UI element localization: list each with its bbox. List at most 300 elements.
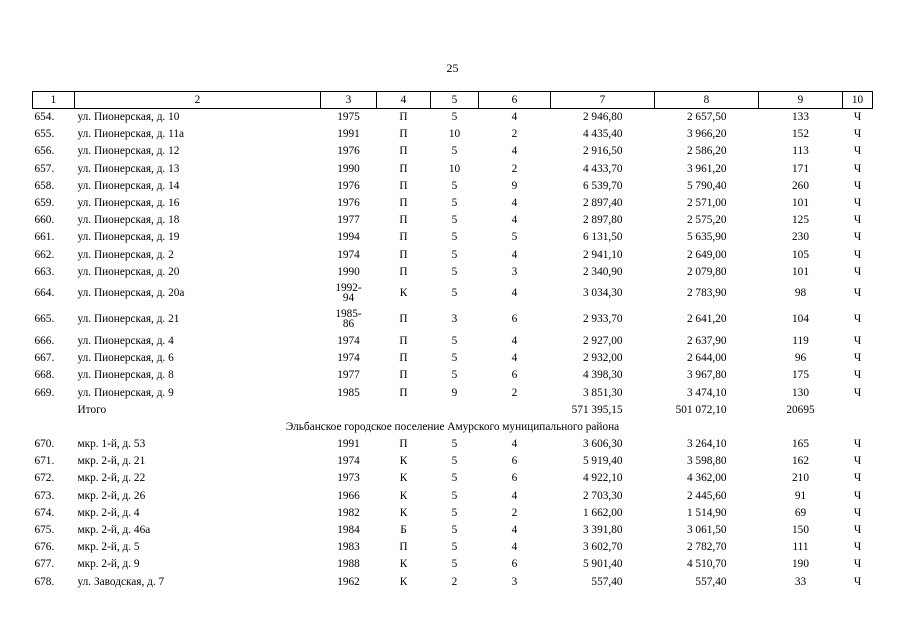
year-cell: 1994 [337, 231, 360, 244]
residents-cell: 98 [794, 287, 807, 300]
entrances-cell: 4 [511, 438, 518, 451]
year-cell: 1991 [337, 438, 360, 451]
total-area-cell: 2 916,50 [582, 145, 623, 158]
wall-material-cell: Б [400, 524, 407, 537]
wall-material-cell: П [399, 162, 408, 175]
housing-registry-table [32, 91, 873, 591]
address-cell: мкр. 2-й, д. 22 [77, 472, 146, 485]
entrances-cell: 2 [511, 128, 518, 141]
row-number: 671. [34, 455, 55, 468]
wall-material-cell: П [399, 541, 408, 554]
row-number: 654. [34, 111, 55, 124]
wall-material-cell: П [399, 111, 408, 124]
status-cell: Ч [853, 111, 862, 124]
status-cell: Ч [853, 524, 862, 537]
table-row [33, 126, 873, 143]
year-cell: 1974 [337, 248, 360, 261]
floors-cell: 5 [451, 506, 458, 519]
row-number: 673. [34, 489, 55, 502]
total-label: Итого [77, 403, 107, 416]
floors-cell: 9 [451, 386, 458, 399]
address-cell: ул. Пионерская, д. 8 [77, 369, 174, 382]
status-cell: Ч [853, 214, 862, 227]
residents-cell: 91 [794, 489, 807, 502]
column-header: 1 [33, 92, 75, 109]
entrances-cell: 4 [511, 489, 518, 502]
wall-material-cell: П [399, 352, 408, 365]
floors-cell: 5 [451, 334, 458, 347]
total-area-cell: 3 851,30 [582, 386, 623, 399]
floors-cell: 5 [451, 455, 458, 468]
total-area-cell: 2 946,80 [582, 111, 623, 124]
floors-cell: 5 [451, 472, 458, 485]
living-area-cell: 3 474,10 [686, 386, 727, 399]
address-cell: мкр. 2-й, д. 26 [77, 489, 146, 502]
residents-cell: 230 [792, 231, 809, 244]
table-row [33, 384, 873, 401]
row-number: 663. [34, 265, 55, 278]
entrances-cell: 4 [511, 524, 518, 537]
year-cell: 1974 [337, 352, 360, 365]
total-area-cell: 4 922,10 [582, 472, 623, 485]
living-area-sum: 501 072,10 [675, 403, 727, 416]
residents-cell: 190 [792, 558, 809, 571]
residents-cell: 96 [794, 352, 807, 365]
residents-cell: 111 [792, 541, 809, 554]
total-area-cell: 3 391,80 [582, 524, 623, 537]
year-cell: 1975 [337, 111, 360, 124]
address-cell: ул. Пионерская, д. 14 [77, 179, 180, 192]
wall-material-cell: П [399, 248, 408, 261]
table-row [33, 556, 873, 573]
total-area-cell: 2 932,00 [582, 352, 623, 365]
living-area-cell: 2 445,60 [686, 489, 727, 502]
row-number: 661. [34, 231, 55, 244]
table-header [33, 92, 873, 109]
wall-material-cell: П [399, 231, 408, 244]
table-row [33, 161, 873, 178]
entrances-cell: 4 [511, 197, 518, 210]
entrances-cell: 4 [511, 334, 518, 347]
status-cell: Ч [853, 541, 862, 554]
year-cell: 1974 [337, 334, 360, 347]
row-number: 658. [34, 179, 55, 192]
row-number: 655. [34, 128, 55, 141]
living-area-cell: 2 079,80 [686, 265, 727, 278]
address-cell: ул. Пионерская, д. 12 [77, 145, 180, 158]
status-cell: Ч [853, 575, 862, 588]
status-cell: Ч [853, 287, 862, 300]
year-cell: 1985 [337, 386, 360, 399]
year-cell: 1990 [337, 265, 360, 278]
entrances-cell: 2 [511, 162, 518, 175]
year-cell: 1977 [337, 369, 360, 382]
residents-cell: 165 [792, 438, 809, 451]
year-cell [321, 281, 377, 307]
year-cell: 1983 [337, 541, 360, 554]
total-area-cell: 4 433,70 [582, 162, 623, 175]
address-cell: ул. Пионерская, д. 19 [77, 231, 180, 244]
table-row [33, 539, 873, 556]
floors-cell: 5 [451, 265, 458, 278]
row-number: 667. [34, 352, 55, 365]
wall-material-cell: К [399, 287, 408, 300]
row-number: 677. [34, 558, 55, 571]
floors-cell: 5 [451, 489, 458, 502]
status-cell: Ч [853, 334, 862, 347]
total-area-cell: 557,40 [591, 575, 623, 588]
floors-cell: 5 [451, 352, 458, 365]
year-cell: 1991 [337, 128, 360, 141]
residents-sum: 20695 [786, 403, 815, 416]
wall-material-cell: К [399, 472, 408, 485]
table-row [33, 178, 873, 195]
row-number: 676. [34, 541, 55, 554]
row-number: 665. [34, 313, 55, 326]
entrances-cell: 4 [511, 287, 518, 300]
entrances-cell: 6 [511, 558, 518, 571]
address-cell: ул. Пионерская, д. 20 [77, 265, 180, 278]
residents-cell: 133 [792, 111, 809, 124]
living-area-cell: 2 782,70 [686, 541, 727, 554]
total-area-cell: 2 897,40 [582, 197, 623, 210]
entrances-cell: 4 [511, 214, 518, 227]
living-area-cell: 2 649,00 [686, 248, 727, 261]
living-area-cell: 2 571,00 [686, 197, 727, 210]
entrances-cell: 4 [511, 248, 518, 261]
entrances-cell: 4 [511, 352, 518, 365]
status-cell: Ч [853, 231, 862, 244]
living-area-cell: 3 966,20 [686, 128, 727, 141]
status-cell: Ч [853, 179, 862, 192]
total-area-cell: 6 131,50 [582, 231, 623, 244]
row-number: 666. [34, 334, 55, 347]
total-area-cell: 5 901,40 [582, 558, 623, 571]
residents-cell: 113 [792, 145, 809, 158]
total-area-cell: 5 919,40 [582, 455, 623, 468]
status-cell: Ч [853, 313, 862, 326]
floors-cell: 5 [451, 369, 458, 382]
total-area-cell: 2 340,90 [582, 265, 623, 278]
address-cell: мкр. 2-й, д. 9 [77, 558, 140, 571]
residents-cell: 105 [792, 248, 809, 261]
row-number: 672. [34, 472, 55, 485]
section-row [33, 419, 873, 436]
column-header: 6 [479, 92, 551, 109]
floors-cell: 5 [451, 197, 458, 210]
row-number: 675. [34, 524, 55, 537]
residents-cell: 125 [792, 214, 809, 227]
living-area-cell: 557,40 [695, 575, 727, 588]
year-cell: 1990 [337, 162, 360, 175]
row-number: 669. [34, 386, 55, 399]
wall-material-cell: П [399, 128, 408, 141]
floors-cell: 2 [451, 575, 458, 588]
table-row [33, 307, 873, 333]
address-cell: ул. Пионерская, д. 10 [77, 111, 180, 124]
floors-cell: 5 [451, 214, 458, 227]
row-number: 657. [34, 162, 55, 175]
table-row [33, 143, 873, 160]
living-area-cell: 3 967,80 [686, 369, 727, 382]
year-range: 1992- 94 [335, 282, 362, 305]
total-area-cell: 4 435,40 [582, 128, 623, 141]
column-number-row [33, 92, 873, 109]
floors-cell: 5 [451, 231, 458, 244]
address-cell: мкр. 2-й, д. 5 [77, 541, 140, 554]
entrances-cell: 2 [511, 506, 518, 519]
total-area-sum: 571 395,15 [571, 403, 623, 416]
address-cell: ул. Пионерская, д. 13 [77, 162, 180, 175]
living-area-cell: 3 264,10 [686, 438, 727, 451]
entrances-cell: 9 [511, 179, 518, 192]
living-area-cell: 3 598,80 [686, 455, 727, 468]
column-header: 8 [655, 92, 759, 109]
total-area-cell: 2 933,70 [582, 313, 623, 326]
year-range: 1985- 86 [335, 308, 362, 331]
wall-material-cell: П [399, 197, 408, 210]
residents-cell: 69 [794, 506, 807, 519]
total-area-cell: 2 897,80 [582, 214, 623, 227]
floors-cell: 5 [451, 541, 458, 554]
table-row [33, 488, 873, 505]
wall-material-cell: П [399, 334, 408, 347]
address-cell: ул. Пионерская, д. 16 [77, 197, 180, 210]
wall-material-cell: П [399, 386, 408, 399]
total-area-cell: 6 539,70 [582, 179, 623, 192]
empty-cell [431, 402, 479, 419]
table-row [33, 436, 873, 453]
entrances-cell: 3 [511, 575, 518, 588]
residents-cell: 171 [792, 162, 809, 175]
column-header: 2 [75, 92, 321, 109]
status-cell: Ч [853, 438, 862, 451]
empty-cell [377, 402, 431, 419]
wall-material-cell: П [399, 313, 408, 326]
address-cell: ул. Пионерская, д. 11а [77, 128, 184, 141]
column-header: 10 [843, 92, 873, 109]
entrances-cell: 3 [511, 265, 518, 278]
entrances-cell: 6 [511, 455, 518, 468]
year-cell: 1962 [337, 575, 360, 588]
address-cell: ул. Пионерская, д. 18 [77, 214, 180, 227]
floors-cell: 10 [448, 162, 461, 175]
residents-cell: 104 [792, 313, 809, 326]
status-cell: Ч [853, 352, 862, 365]
living-area-cell: 4 510,70 [686, 558, 727, 571]
floors-cell: 3 [451, 313, 458, 326]
table-row [33, 574, 873, 591]
living-area-cell: 2 644,00 [686, 352, 727, 365]
section-title: Эльбанское городское поселение Амурского муниципального района [285, 420, 620, 433]
living-area-cell: 4 362,00 [686, 472, 727, 485]
table-row [33, 333, 873, 350]
entrances-cell: 2 [511, 386, 518, 399]
column-header: 7 [551, 92, 655, 109]
row-number: 664. [34, 287, 55, 300]
address-cell: ул. Пионерская, д. 21 [77, 313, 180, 326]
total-row [33, 402, 873, 419]
total-area-cell: 2 703,30 [582, 489, 623, 502]
entrances-cell: 4 [511, 145, 518, 158]
year-cell [321, 307, 377, 333]
residents-cell: 260 [792, 179, 809, 192]
living-area-cell: 2 783,90 [686, 287, 727, 300]
entrances-cell: 5 [511, 231, 518, 244]
status-cell: Ч [853, 506, 862, 519]
residents-cell: 119 [792, 334, 809, 347]
table-row [33, 264, 873, 281]
empty-cell [843, 402, 873, 419]
table-row [33, 247, 873, 264]
floors-cell: 5 [451, 558, 458, 571]
column-header: 4 [377, 92, 431, 109]
row-number: 656. [34, 145, 55, 158]
page-number: 25 [446, 61, 459, 75]
table-row [33, 522, 873, 539]
year-cell: 1976 [337, 197, 360, 210]
wall-material-cell: К [399, 506, 408, 519]
entrances-cell: 6 [511, 313, 518, 326]
living-area-cell: 2 586,20 [686, 145, 727, 158]
row-number: 674. [34, 506, 55, 519]
table-row [33, 195, 873, 212]
floors-cell: 5 [451, 111, 458, 124]
wall-material-cell: П [399, 265, 408, 278]
table-body [33, 109, 873, 591]
address-cell: ул. Пионерская, д. 2 [77, 248, 174, 261]
wall-material-cell: П [399, 214, 408, 227]
living-area-cell: 5 635,90 [686, 231, 727, 244]
status-cell: Ч [853, 386, 862, 399]
table-row [33, 281, 873, 307]
row-number: 662. [34, 248, 55, 261]
total-area-cell: 3 034,30 [582, 287, 623, 300]
year-cell: 1976 [337, 179, 360, 192]
empty-cell [33, 402, 75, 419]
total-area-cell: 3 602,70 [582, 541, 623, 554]
empty-cell [321, 402, 377, 419]
status-cell: Ч [853, 197, 862, 210]
floors-cell: 5 [451, 145, 458, 158]
row-number: 659. [34, 197, 55, 210]
living-area-cell: 2 637,90 [686, 334, 727, 347]
entrances-cell: 4 [511, 111, 518, 124]
wall-material-cell: К [399, 455, 408, 468]
living-area-cell: 5 790,40 [686, 179, 727, 192]
residents-cell: 101 [792, 197, 809, 210]
row-number: 678. [34, 575, 55, 588]
row-number: 670. [34, 438, 55, 451]
row-number: 660. [34, 214, 55, 227]
floors-cell: 5 [451, 248, 458, 261]
table-row [33, 453, 873, 470]
entrances-cell: 6 [511, 472, 518, 485]
status-cell: Ч [853, 145, 862, 158]
wall-material-cell: П [399, 369, 408, 382]
residents-cell: 210 [792, 472, 809, 485]
status-cell: Ч [853, 162, 862, 175]
year-cell: 1973 [337, 472, 360, 485]
wall-material-cell: К [399, 558, 408, 571]
living-area-cell: 1 514,90 [686, 506, 727, 519]
entrances-cell: 6 [511, 369, 518, 382]
wall-material-cell: П [399, 179, 408, 192]
address-cell: ул. Пионерская, д. 20а [77, 287, 185, 300]
status-cell: Ч [853, 248, 862, 261]
status-cell: Ч [853, 558, 862, 571]
status-cell: Ч [853, 489, 862, 502]
floors-cell: 5 [451, 179, 458, 192]
living-area-cell: 2 641,20 [686, 313, 727, 326]
living-area-cell: 3 961,20 [686, 162, 727, 175]
table-row [33, 212, 873, 229]
table-row [33, 109, 873, 127]
address-cell: мкр. 1-й, д. 53 [77, 438, 146, 451]
residents-cell: 33 [794, 575, 807, 588]
address-cell: ул. Пионерская, д. 4 [77, 334, 174, 347]
residents-cell: 101 [792, 265, 809, 278]
column-header: 3 [321, 92, 377, 109]
total-area-cell: 4 398,30 [582, 369, 623, 382]
year-cell: 1974 [337, 455, 360, 468]
living-area-cell: 2 575,20 [686, 214, 727, 227]
table-row [33, 350, 873, 367]
year-cell: 1982 [337, 506, 360, 519]
year-cell: 1977 [337, 214, 360, 227]
floors-cell: 10 [448, 128, 461, 141]
residents-cell: 152 [792, 128, 809, 141]
address-cell: мкр. 2-й, д. 21 [77, 455, 146, 468]
living-area-cell: 2 657,50 [686, 111, 727, 124]
floors-cell: 5 [451, 287, 458, 300]
status-cell: Ч [853, 455, 862, 468]
table-row [33, 229, 873, 246]
year-cell: 1966 [337, 489, 360, 502]
address-cell: ул. Заводская, д. 7 [77, 575, 165, 588]
residents-cell: 150 [792, 524, 809, 537]
total-area-cell: 3 606,30 [582, 438, 623, 451]
table-row [33, 505, 873, 522]
status-cell: Ч [853, 472, 862, 485]
status-cell: Ч [853, 369, 862, 382]
total-area-cell: 2 941,10 [582, 248, 623, 261]
address-cell: мкр. 2-й, д. 4 [77, 506, 140, 519]
address-cell: ул. Пионерская, д. 9 [77, 386, 174, 399]
year-cell: 1984 [337, 524, 360, 537]
floors-cell: 5 [451, 524, 458, 537]
residents-cell: 130 [792, 386, 809, 399]
total-area-cell: 2 927,00 [582, 334, 623, 347]
year-cell: 1988 [337, 558, 360, 571]
wall-material-cell: П [399, 438, 408, 451]
living-area-cell: 3 061,50 [686, 524, 727, 537]
column-header: 5 [431, 92, 479, 109]
residents-cell: 162 [792, 455, 809, 468]
wall-material-cell: П [399, 145, 408, 158]
address-cell: ул. Пионерская, д. 6 [77, 352, 174, 365]
empty-cell [479, 402, 551, 419]
entrances-cell: 4 [511, 541, 518, 554]
year-cell: 1976 [337, 145, 360, 158]
table-row [33, 367, 873, 384]
floors-cell: 5 [451, 438, 458, 451]
table-row [33, 470, 873, 487]
status-cell: Ч [853, 128, 862, 141]
wall-material-cell: К [399, 575, 408, 588]
row-number: 668. [34, 369, 55, 382]
address-cell: мкр. 2-й, д. 46а [77, 524, 151, 537]
